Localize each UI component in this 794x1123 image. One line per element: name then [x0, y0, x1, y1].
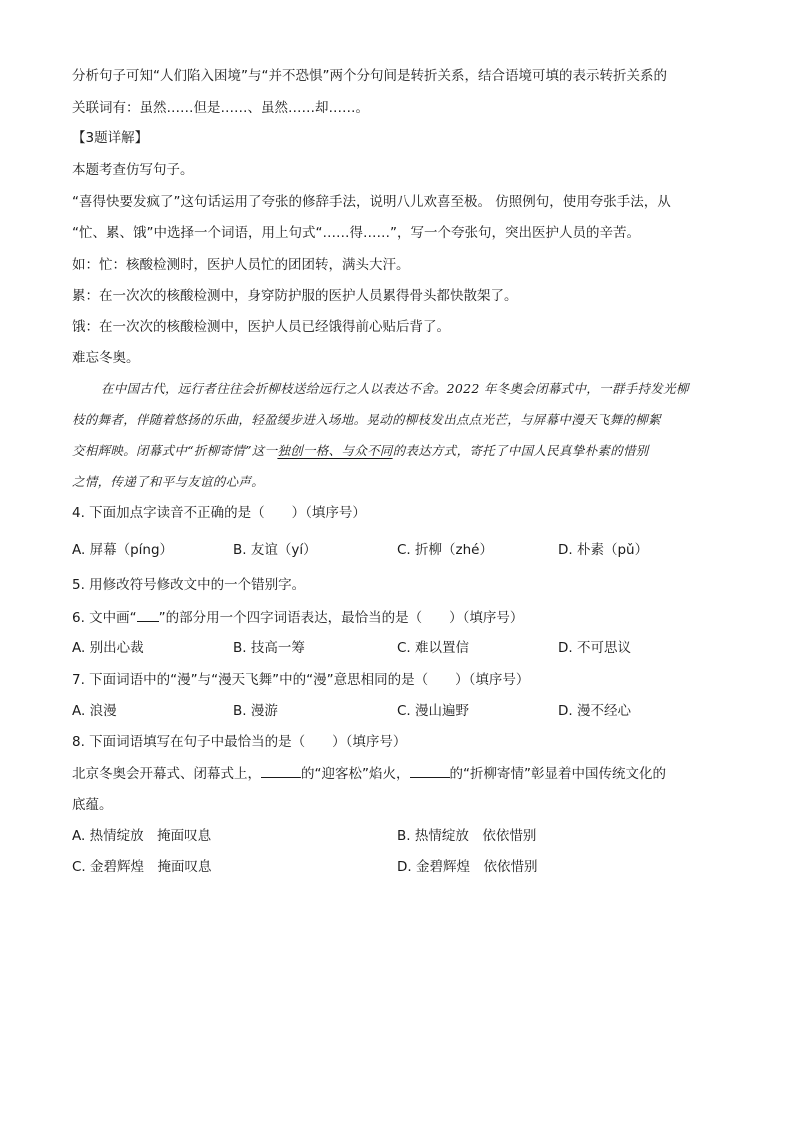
q6-option-b: B. 技高一筹	[233, 640, 305, 656]
q8-option-d: D. 金碧辉煌 依依惜别	[397, 859, 538, 875]
passage-line-3	[72, 441, 649, 461]
fill-blank-1	[261, 763, 301, 778]
q7-option-a: A. 浪漫	[72, 703, 117, 719]
q6-stem-end: ”的部分用一个四字词语表达，最恰当的是（ ）（填序号）	[158, 610, 524, 626]
q4-option-b: B. 友谊（yí）	[233, 542, 317, 558]
underlined-phrase: 独创一格、与众不同	[277, 443, 393, 458]
fill-blank-2	[410, 763, 450, 778]
analysis-line-2: 关联词有：虽然……但是……、虽然……却……。	[72, 100, 369, 116]
passage-title: 难忘冬奥。	[72, 350, 140, 366]
q6-option-d: D. 不可思议	[558, 640, 631, 656]
q7-option-c: C. 漫山遍野	[397, 703, 470, 719]
q8-option-c: C. 金碧辉煌 掩面叹息	[72, 859, 212, 875]
analysis-line-1: 分析句子可知“人们陷入困境”与“并不恐惧”两个分句间是转折关系，结合语境可填的表示转折关系的	[72, 68, 667, 84]
passage-line-3-start: 交相辉映。闭幕式中“折柳寄情”这一	[72, 443, 278, 458]
q7-option-d: D. 漫不经心	[558, 703, 631, 719]
underline-sample	[137, 607, 159, 622]
q3-example-tired: 累：在一次次的核酸检测中，身穿防护服的医护人员累得骨头都快散架了。	[72, 288, 518, 304]
passage-line-2: 枝的舞者，伴随着悠扬的乐曲，轻盈缓步进入场地。晃动的柳枝发出点点光芒，与屏幕中漫天飞舞的柳絮	[72, 412, 661, 427]
q3-example-hungry: 饿：在一次次的核酸检测中，医护人员已经饿得前心贴后背了。	[72, 319, 450, 335]
q8-sentence-mid: 的“迎客松”焰火，	[301, 766, 410, 782]
q8-sentence-tail: 底蕴。	[72, 797, 113, 813]
passage-line-1: 在中国古代，远行者往往会折柳枝送给远行之人以表达不舍。2022 年冬奥会闭幕式中，一群手持发光柳	[101, 381, 689, 396]
passage-line-4: 之情，传递了和平与友谊的心声。	[72, 474, 265, 489]
q7-option-b: B. 漫游	[233, 703, 278, 719]
q7-stem: 7. 下面词语中的“漫”与“漫天飞舞”中的“漫”意思相同的是（ ）（填序号）	[72, 672, 530, 688]
q3-example-busy: 如：忙：核酸检测时，医护人员忙的团团转，满头大汗。	[72, 257, 410, 273]
q8-option-a: A. 热情绽放 掩面叹息	[72, 828, 212, 844]
q4-stem: 4. 下面加点字读音不正确的是（ ）（填序号）	[72, 505, 366, 521]
q5-stem: 5. 用修改符号修改文中的一个错别字。	[72, 577, 306, 593]
q6-option-a: A. 别出心裁	[72, 640, 144, 656]
q8-stem: 8. 下面词语填写在句子中最恰当的是（ ）（填序号）	[72, 734, 407, 750]
q6-option-c: C. 难以置信	[397, 640, 470, 656]
q4-option-c: C. 折柳（zhé）	[397, 542, 493, 558]
q3-intro: 本题考查仿写句子。	[72, 162, 194, 178]
q4-option-d: D. 朴素（pǔ）	[558, 542, 649, 558]
q3-explanation-2: “忙、累、饿”中选择一个词语，用上句式“……得……”，写一个夸张句，突出医护人员的辛苦。	[72, 225, 640, 241]
q8-sentence	[72, 763, 666, 784]
q3-explanation-1: “喜得快要发疯了”这句话运用了夸张的修辞手法，说明八儿欢喜至极。 仿照例句，使用夸张手法，从	[72, 194, 671, 210]
q6-stem	[72, 607, 523, 628]
q8-sentence-end: 的“折柳寄情”彰显着中国传统文化的	[449, 766, 666, 782]
q8-option-b: B. 热情绽放 依依惜别	[397, 828, 537, 844]
q4-option-a: A. 屏幕（píng）	[72, 542, 174, 558]
q8-sentence-start: 北京冬奥会开幕式、闭幕式上，	[72, 766, 261, 782]
passage-line-3-end: 的表达方式，寄托了中国人民真挚朴素的惜别	[392, 443, 649, 458]
q6-stem-start: 6. 文中画“	[72, 610, 137, 626]
q3-header: 【3题详解】	[72, 130, 149, 146]
